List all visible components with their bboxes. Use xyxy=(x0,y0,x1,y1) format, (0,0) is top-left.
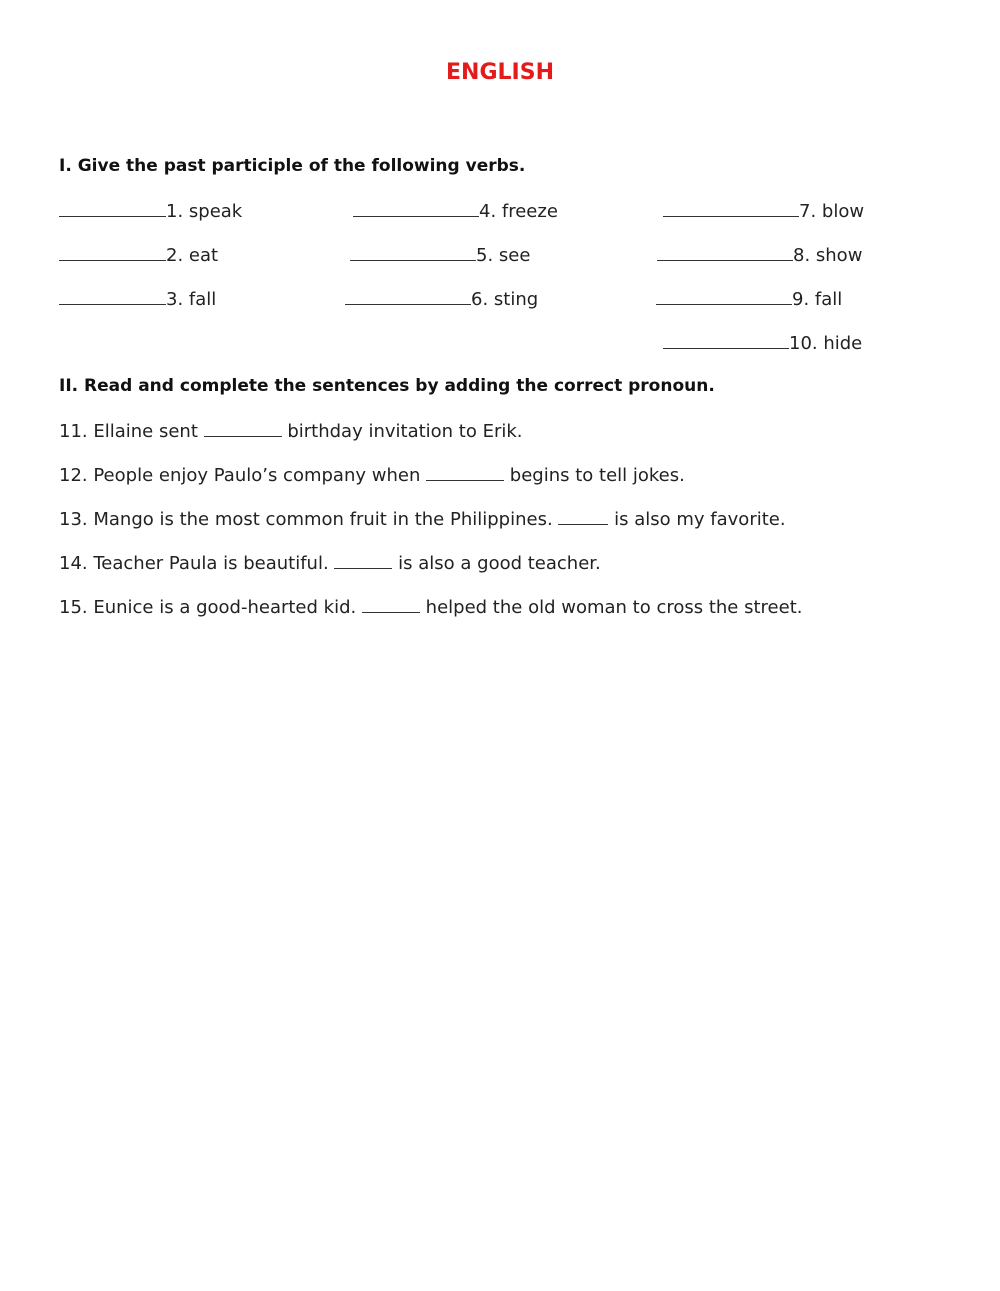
verb-item-4: 4. freeze xyxy=(353,200,558,222)
page-title: ENGLISH xyxy=(446,60,554,85)
answer-blank[interactable] xyxy=(350,244,476,261)
answer-blank[interactable] xyxy=(657,244,793,261)
answer-blank[interactable] xyxy=(663,332,789,349)
verb-item-10: 10. hide xyxy=(663,332,862,354)
answer-blank[interactable] xyxy=(59,288,166,305)
answer-blank[interactable] xyxy=(204,420,282,437)
answer-blank[interactable] xyxy=(353,200,479,217)
answer-blank[interactable] xyxy=(362,596,420,613)
answer-blank[interactable] xyxy=(345,288,471,305)
sentence-14: 14. Teacher Paula is beautiful. is also a good teacher. xyxy=(59,553,601,574)
sentence-12: 12. People enjoy Paulo’s company when begins to tell jokes. xyxy=(59,465,685,486)
sentence-11: 11. Ellaine sent birthday invitation to Erik. xyxy=(59,421,523,442)
answer-blank[interactable] xyxy=(334,552,392,569)
sentence-13: 13. Mango is the most common fruit in the Philippines. is also my favorite. xyxy=(59,509,786,530)
answer-blank[interactable] xyxy=(663,200,799,217)
answer-blank[interactable] xyxy=(426,464,504,481)
verb-item-9: 9. fall xyxy=(656,288,842,310)
verb-item-5: 5. see xyxy=(350,244,530,266)
section-2-heading: II. Read and complete the sentences by adding the correct pronoun. xyxy=(59,376,715,396)
verb-item-6: 6. sting xyxy=(345,288,538,310)
verb-item-8: 8. show xyxy=(657,244,862,266)
verb-item-7: 7. blow xyxy=(663,200,864,222)
answer-blank[interactable] xyxy=(656,288,792,305)
answer-blank[interactable] xyxy=(59,200,166,217)
answer-blank[interactable] xyxy=(558,508,608,525)
verb-item-3: 3. fall xyxy=(59,288,216,310)
section-1-heading: I. Give the past participle of the following verbs. xyxy=(59,156,526,176)
sentence-15: 15. Eunice is a good-hearted kid. helped the old woman to cross the street. xyxy=(59,597,803,618)
verb-item-1: 1. speak xyxy=(59,200,242,222)
answer-blank[interactable] xyxy=(59,244,166,261)
verb-item-2: 2. eat xyxy=(59,244,218,266)
